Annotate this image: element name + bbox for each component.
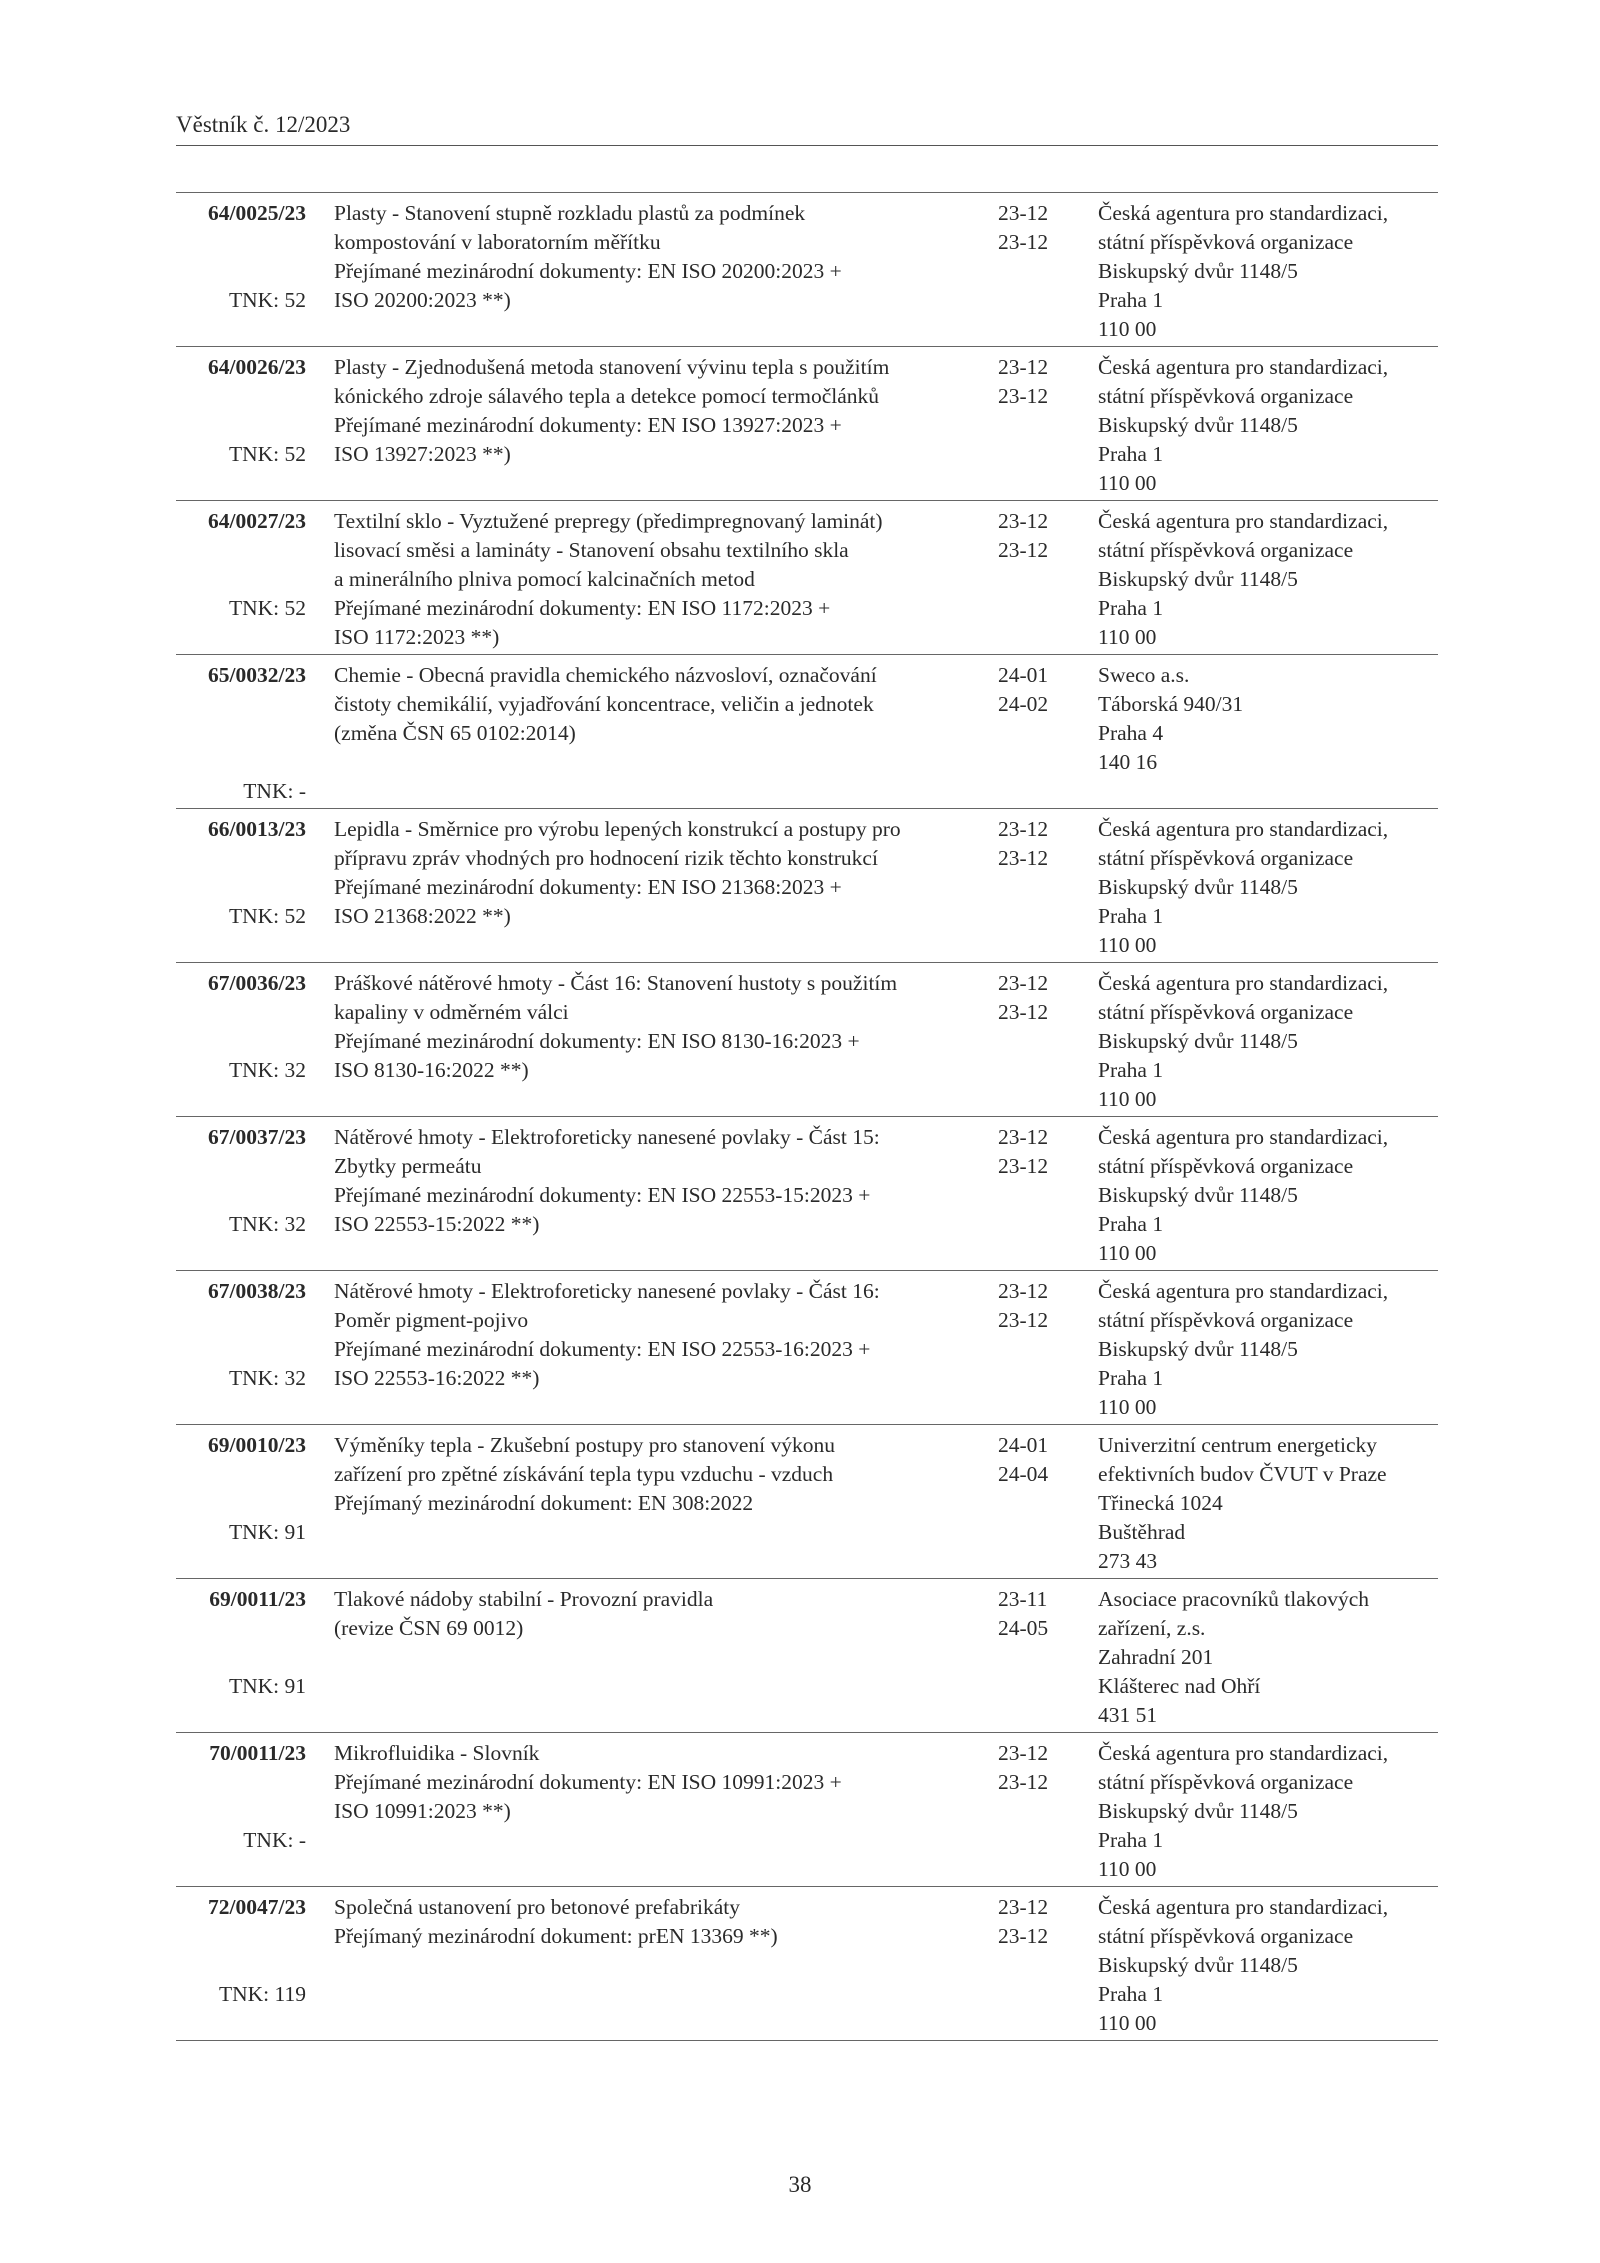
entry-organization-line: Biskupský dvůr 1148/5 — [1098, 1337, 1298, 1361]
entry-organization-line: Praha 4 — [1098, 721, 1164, 745]
entry-title-line: Přejímaný mezinárodní dokument: prEN 13369 **) — [334, 1924, 778, 1948]
entry-title-line: (změna ČSN 65 0102:2014) — [334, 721, 576, 745]
entry-organization — [1098, 199, 1443, 344]
entry-title-line: ISO 22553-15:2022 **) — [334, 1212, 540, 1236]
entry-title-line: ISO 8130-16:2022 **) — [334, 1058, 529, 1082]
entry-title-line: Zbytky permeátu — [334, 1154, 482, 1178]
entry-organization-line: Česká agentura pro standardizaci, — [1098, 355, 1389, 379]
entry-title-line: ISO 10991:2023 **) — [334, 1799, 511, 1823]
entry-title — [334, 507, 974, 652]
entry-dates — [998, 199, 1068, 257]
entry-title — [334, 1585, 974, 1643]
entry-dates — [998, 1431, 1068, 1489]
entry-dates-line: 24-01 — [998, 1433, 1049, 1457]
entry-organization-line: Praha 1 — [1098, 1828, 1164, 1852]
entry-organization — [1098, 1585, 1443, 1730]
entry-title — [334, 353, 974, 469]
entry-dates-line: 23-12 — [998, 230, 1049, 254]
entry-title-line: Přejímané mezinárodní dokumenty: EN ISO 21368:2023 + — [334, 875, 842, 899]
entry-organization — [1098, 1277, 1443, 1422]
entry-title — [334, 1893, 974, 1951]
entry-dates-line: 23-11 — [998, 1587, 1048, 1611]
entry-organization-line: efektivních budov ČVUT v Praze — [1098, 1462, 1387, 1486]
entry-organization-line: 110 00 — [1098, 471, 1157, 495]
entry-tnk: TNK: 32 — [228, 1212, 306, 1236]
table-row — [176, 963, 1438, 1117]
entry-organization — [1098, 815, 1443, 960]
entry-organization-line: státní příspěvková organizace — [1098, 230, 1354, 254]
entry-title-line: kapaliny v odměrném válci — [334, 1000, 569, 1024]
entry-number: 69/0010/23 — [208, 1433, 306, 1457]
entry-dates-line: 23-12 — [998, 1000, 1049, 1024]
entry-tnk: TNK: 119 — [219, 1982, 306, 2006]
entry-number: 67/0037/23 — [208, 1125, 306, 1149]
entry-title-line: ISO 20200:2023 **) — [334, 288, 511, 312]
entry-number-column — [176, 1123, 306, 1236]
entry-number: 64/0026/23 — [208, 355, 306, 379]
entry-dates-line: 23-12 — [998, 384, 1049, 408]
entry-tnk: TNK: - — [243, 1828, 306, 1852]
entry-title — [334, 1277, 974, 1393]
entry-organization-line: 110 00 — [1098, 933, 1157, 957]
entry-title-line: ISO 21368:2022 **) — [334, 904, 511, 928]
table-row — [176, 1579, 1438, 1733]
entry-organization-line: Česká agentura pro standardizaci, — [1098, 1279, 1389, 1303]
entry-title-line: Mikrofluidika - Slovník — [334, 1741, 540, 1765]
table-row — [176, 1887, 1438, 2041]
entry-organization-line: 110 00 — [1098, 317, 1157, 341]
entry-organization-line: 110 00 — [1098, 625, 1157, 649]
entry-title-line: ISO 13927:2023 **) — [334, 442, 511, 466]
entry-tnk: TNK: 32 — [228, 1366, 306, 1390]
entry-organization-line: 110 00 — [1098, 1087, 1157, 1111]
entry-organization-line: státní příspěvková organizace — [1098, 384, 1354, 408]
entry-number-column — [176, 1739, 306, 1852]
entry-number: 64/0025/23 — [208, 201, 306, 225]
table-row — [176, 193, 1438, 347]
entry-title-line: Přejímané mezinárodní dokumenty: EN ISO 1172:2023 + — [334, 596, 831, 620]
entry-tnk: TNK: 91 — [228, 1520, 306, 1544]
entry-organization-line: Praha 1 — [1098, 288, 1164, 312]
entry-number: 72/0047/23 — [208, 1895, 306, 1919]
entry-dates-line: 23-12 — [998, 817, 1049, 841]
entry-organization — [1098, 1893, 1443, 2038]
entry-number: 64/0027/23 — [208, 509, 306, 533]
entry-organization-line: Biskupský dvůr 1148/5 — [1098, 259, 1298, 283]
entry-organization-line: Česká agentura pro standardizaci, — [1098, 201, 1389, 225]
entry-title-line: Přejímané mezinárodní dokumenty: EN ISO 22553-15:2023 + — [334, 1183, 871, 1207]
entry-organization-line: 110 00 — [1098, 1857, 1157, 1881]
entry-number: 66/0013/23 — [208, 817, 306, 841]
entry-dates-line: 23-12 — [998, 201, 1049, 225]
entry-title-line: Tlakové nádoby stabilní - Provozní pravidla — [334, 1587, 714, 1611]
entry-organization — [1098, 969, 1443, 1114]
entry-dates-line: 23-12 — [998, 1741, 1049, 1765]
entry-title-line: Poměr pigment-pojivo — [334, 1308, 529, 1332]
entry-number-column — [176, 353, 306, 466]
entry-organization-line: Biskupský dvůr 1148/5 — [1098, 875, 1298, 899]
entry-title-line: Textilní sklo - Vyztužené prepregy (předimpregnovaný laminát) — [334, 509, 883, 533]
entry-tnk: TNK: 52 — [228, 904, 306, 928]
table-row — [176, 655, 1438, 809]
entry-title — [334, 969, 974, 1085]
entry-dates-line: 23-12 — [998, 355, 1049, 379]
entry-tnk: TNK: 32 — [228, 1058, 306, 1082]
entry-number-column — [176, 199, 306, 312]
entry-title-line: ISO 22553-16:2022 **) — [334, 1366, 540, 1390]
entry-title-line: lisovací směsi a lamináty - Stanovení obsahu textilního skla — [334, 538, 849, 562]
entry-title-line: Přejímané mezinárodní dokumenty: EN ISO 20200:2023 + — [334, 259, 842, 283]
entry-dates-line: 23-12 — [998, 1308, 1049, 1332]
entry-organization-line: státní příspěvková organizace — [1098, 1308, 1354, 1332]
entry-dates-line: 23-12 — [998, 1279, 1049, 1303]
entry-organization-line: Klášterec nad Ohří — [1098, 1674, 1261, 1698]
entry-organization-line: Praha 1 — [1098, 1058, 1164, 1082]
entry-dates-line: 23-12 — [998, 538, 1049, 562]
entry-title-line: Přejímané mezinárodní dokumenty: EN ISO 22553-16:2023 + — [334, 1337, 871, 1361]
table-row — [176, 1117, 1438, 1271]
entry-organization-line: Biskupský dvůr 1148/5 — [1098, 413, 1298, 437]
entry-organization-line: 110 00 — [1098, 1241, 1157, 1265]
table-row — [176, 1271, 1438, 1425]
entry-dates — [998, 1739, 1068, 1797]
entry-organization-line: státní příspěvková organizace — [1098, 1154, 1354, 1178]
entry-title-line: Přejímaný mezinárodní dokument: EN 308:2022 — [334, 1491, 754, 1515]
entry-dates — [998, 1277, 1068, 1335]
page-number: 38 — [788, 2172, 812, 2197]
entry-title — [334, 815, 974, 931]
entry-organization — [1098, 1739, 1443, 1884]
entry-organization-line: Praha 1 — [1098, 1982, 1164, 2006]
entry-title-line: Lepidla - Směrnice pro výrobu lepených konstrukcí a postupy pro — [334, 817, 901, 841]
entry-number-column — [176, 661, 306, 803]
table-row — [176, 1425, 1438, 1579]
entry-title-line: Výměníky tepla - Zkušební postupy pro stanovení výkonu — [334, 1433, 835, 1457]
entry-dates — [998, 507, 1068, 565]
entry-title-line: a minerálního plniva pomocí kalcinačních metod — [334, 567, 755, 591]
entry-dates — [998, 353, 1068, 411]
entry-organization-line: státní příspěvková organizace — [1098, 1924, 1354, 1948]
entry-title-line: Plasty - Zjednodušená metoda stanovení vývinu tepla s použitím — [334, 355, 890, 379]
entry-organization-line: zařízení, z.s. — [1098, 1616, 1206, 1640]
entry-title-line: ISO 1172:2023 **) — [334, 625, 500, 649]
entry-dates-line: 24-01 — [998, 663, 1049, 687]
entry-number-column — [176, 1585, 306, 1698]
entry-dates-line: 23-12 — [998, 1895, 1049, 1919]
entry-number: 67/0038/23 — [208, 1279, 306, 1303]
entry-title-line: Nátěrové hmoty - Elektroforeticky nanesené povlaky - Část 16: — [334, 1279, 880, 1303]
entry-dates — [998, 1585, 1068, 1643]
entry-tnk: TNK: 52 — [228, 442, 306, 466]
entry-dates-line: 24-02 — [998, 692, 1049, 716]
entry-title-line: kónického zdroje sálavého tepla a detekce pomocí termočlánků — [334, 384, 880, 408]
entry-organization-line: 140 16 — [1098, 750, 1158, 774]
entry-dates — [998, 1123, 1068, 1181]
entry-organization — [1098, 661, 1443, 777]
entry-tnk: TNK: 91 — [228, 1674, 306, 1698]
entry-number-column — [176, 1277, 306, 1390]
entry-dates-line: 23-12 — [998, 971, 1049, 995]
entry-title — [334, 199, 974, 315]
entry-dates-line: 23-12 — [998, 1924, 1049, 1948]
entry-organization-line: Praha 1 — [1098, 442, 1164, 466]
entry-organization-line: Biskupský dvůr 1148/5 — [1098, 1029, 1298, 1053]
entry-title — [334, 1739, 974, 1826]
entry-organization-line: Sweco a.s. — [1098, 663, 1190, 687]
entry-number: 69/0011/23 — [209, 1587, 306, 1611]
entries-table — [176, 192, 1438, 2041]
entry-title-line: zařízení pro zpětné získávání tepla typu vzduchu - vzduch — [334, 1462, 834, 1486]
entry-organization-line: Česká agentura pro standardizaci, — [1098, 817, 1389, 841]
entry-number: 67/0036/23 — [208, 971, 306, 995]
entry-organization-line: Zahradní 201 — [1098, 1645, 1214, 1669]
entry-dates-line: 23-12 — [998, 846, 1049, 870]
entry-dates — [998, 969, 1068, 1027]
entry-title-line: Chemie - Obecná pravidla chemického názvosloví, označování — [334, 663, 877, 687]
table-row — [176, 1733, 1438, 1887]
entry-number-column — [176, 969, 306, 1082]
entry-organization-line: Asociace pracovníků tlakových — [1098, 1587, 1370, 1611]
entry-organization-line: 273 43 — [1098, 1549, 1158, 1573]
entry-organization-line: Buštěhrad — [1098, 1520, 1186, 1544]
entry-dates-line: 24-05 — [998, 1616, 1049, 1640]
entry-title-line: (revize ČSN 69 0012) — [334, 1616, 524, 1640]
entry-organization-line: Táborská 940/31 — [1098, 692, 1244, 716]
entry-organization-line: státní příspěvková organizace — [1098, 846, 1354, 870]
entry-dates-line: 23-12 — [998, 1154, 1049, 1178]
entry-title-line: Nátěrové hmoty - Elektroforeticky nanesené povlaky - Část 15: — [334, 1125, 880, 1149]
entry-title — [334, 661, 974, 748]
entry-title-line: čistoty chemikálií, vyjadřování koncentrace, veličin a jednotek — [334, 692, 874, 716]
entry-dates — [998, 1893, 1068, 1951]
entry-organization-line: 110 00 — [1098, 1395, 1157, 1419]
entry-dates-line: 23-12 — [998, 509, 1049, 533]
entry-number: 70/0011/23 — [209, 1741, 306, 1765]
entry-number-column — [176, 1893, 306, 2006]
entry-title — [334, 1123, 974, 1239]
entry-tnk: TNK: 52 — [228, 596, 306, 620]
entry-organization-line: Česká agentura pro standardizaci, — [1098, 1125, 1389, 1149]
entry-title-line: Přejímané mezinárodní dokumenty: EN ISO 8130-16:2023 + — [334, 1029, 860, 1053]
entry-organization-line: Biskupský dvůr 1148/5 — [1098, 1183, 1298, 1207]
entry-organization-line: státní příspěvková organizace — [1098, 538, 1354, 562]
entry-organization-line: Biskupský dvůr 1148/5 — [1098, 567, 1298, 591]
entry-title-line: Práškové nátěrové hmoty - Část 16: Stanovení hustoty s použitím — [334, 971, 898, 995]
entry-organization — [1098, 507, 1443, 652]
entry-dates-line: 24-04 — [998, 1462, 1049, 1486]
entry-number-column — [176, 507, 306, 620]
entry-organization-line: Česká agentura pro standardizaci, — [1098, 971, 1389, 995]
entry-organization-line: Univerzitní centrum energeticky — [1098, 1433, 1377, 1457]
entry-organization-line: Česká agentura pro standardizaci, — [1098, 1741, 1389, 1765]
entry-title-line: přípravu zpráv vhodných pro hodnocení rizik těchto konstrukcí — [334, 846, 878, 870]
table-row — [176, 809, 1438, 963]
entry-organization-line: Biskupský dvůr 1148/5 — [1098, 1953, 1298, 1977]
entry-organization-line: Praha 1 — [1098, 1366, 1164, 1390]
entry-organization-line: státní příspěvková organizace — [1098, 1000, 1354, 1024]
entry-tnk: TNK: - — [243, 779, 306, 803]
entry-title-line: Plasty - Stanovení stupně rozkladu plastů za podmínek — [334, 201, 806, 225]
entry-tnk: TNK: 52 — [228, 288, 306, 312]
entry-organization-line: 431 51 — [1098, 1703, 1158, 1727]
entry-organization — [1098, 1123, 1443, 1268]
entry-organization-line: Česká agentura pro standardizaci, — [1098, 509, 1389, 533]
entry-number-column — [176, 815, 306, 928]
entry-organization-line: 110 00 — [1098, 2011, 1157, 2035]
entry-organization-line: Česká agentura pro standardizaci, — [1098, 1895, 1389, 1919]
entry-dates-line: 23-12 — [998, 1770, 1049, 1794]
table-row — [176, 347, 1438, 501]
header-rule — [176, 145, 1438, 146]
entry-title-line: kompostování v laboratorním měřítku — [334, 230, 661, 254]
entry-organization-line: Praha 1 — [1098, 596, 1164, 620]
entry-title-line: Přejímané mezinárodní dokumenty: EN ISO 13927:2023 + — [334, 413, 842, 437]
entry-title-line: Společná ustanovení pro betonové prefabrikáty — [334, 1895, 740, 1919]
entry-number-column — [176, 1431, 306, 1544]
entry-organization-line: státní příspěvková organizace — [1098, 1770, 1354, 1794]
entry-organization-line: Biskupský dvůr 1148/5 — [1098, 1799, 1298, 1823]
entry-organization-line: Praha 1 — [1098, 1212, 1164, 1236]
table-row — [176, 501, 1438, 655]
entry-organization — [1098, 1431, 1443, 1576]
entry-organization-line: Praha 1 — [1098, 904, 1164, 928]
entry-title — [334, 1431, 974, 1518]
entry-title-line: Přejímané mezinárodní dokumenty: EN ISO 10991:2023 + — [334, 1770, 842, 1794]
entry-dates — [998, 661, 1068, 719]
entry-dates — [998, 815, 1068, 873]
entry-number: 65/0032/23 — [208, 663, 306, 687]
entry-organization — [1098, 353, 1443, 498]
entry-dates-line: 23-12 — [998, 1125, 1049, 1149]
page-header: Věstník č. 12/2023 — [176, 112, 351, 137]
entry-organization-line: Třinecká 1024 — [1098, 1491, 1223, 1515]
